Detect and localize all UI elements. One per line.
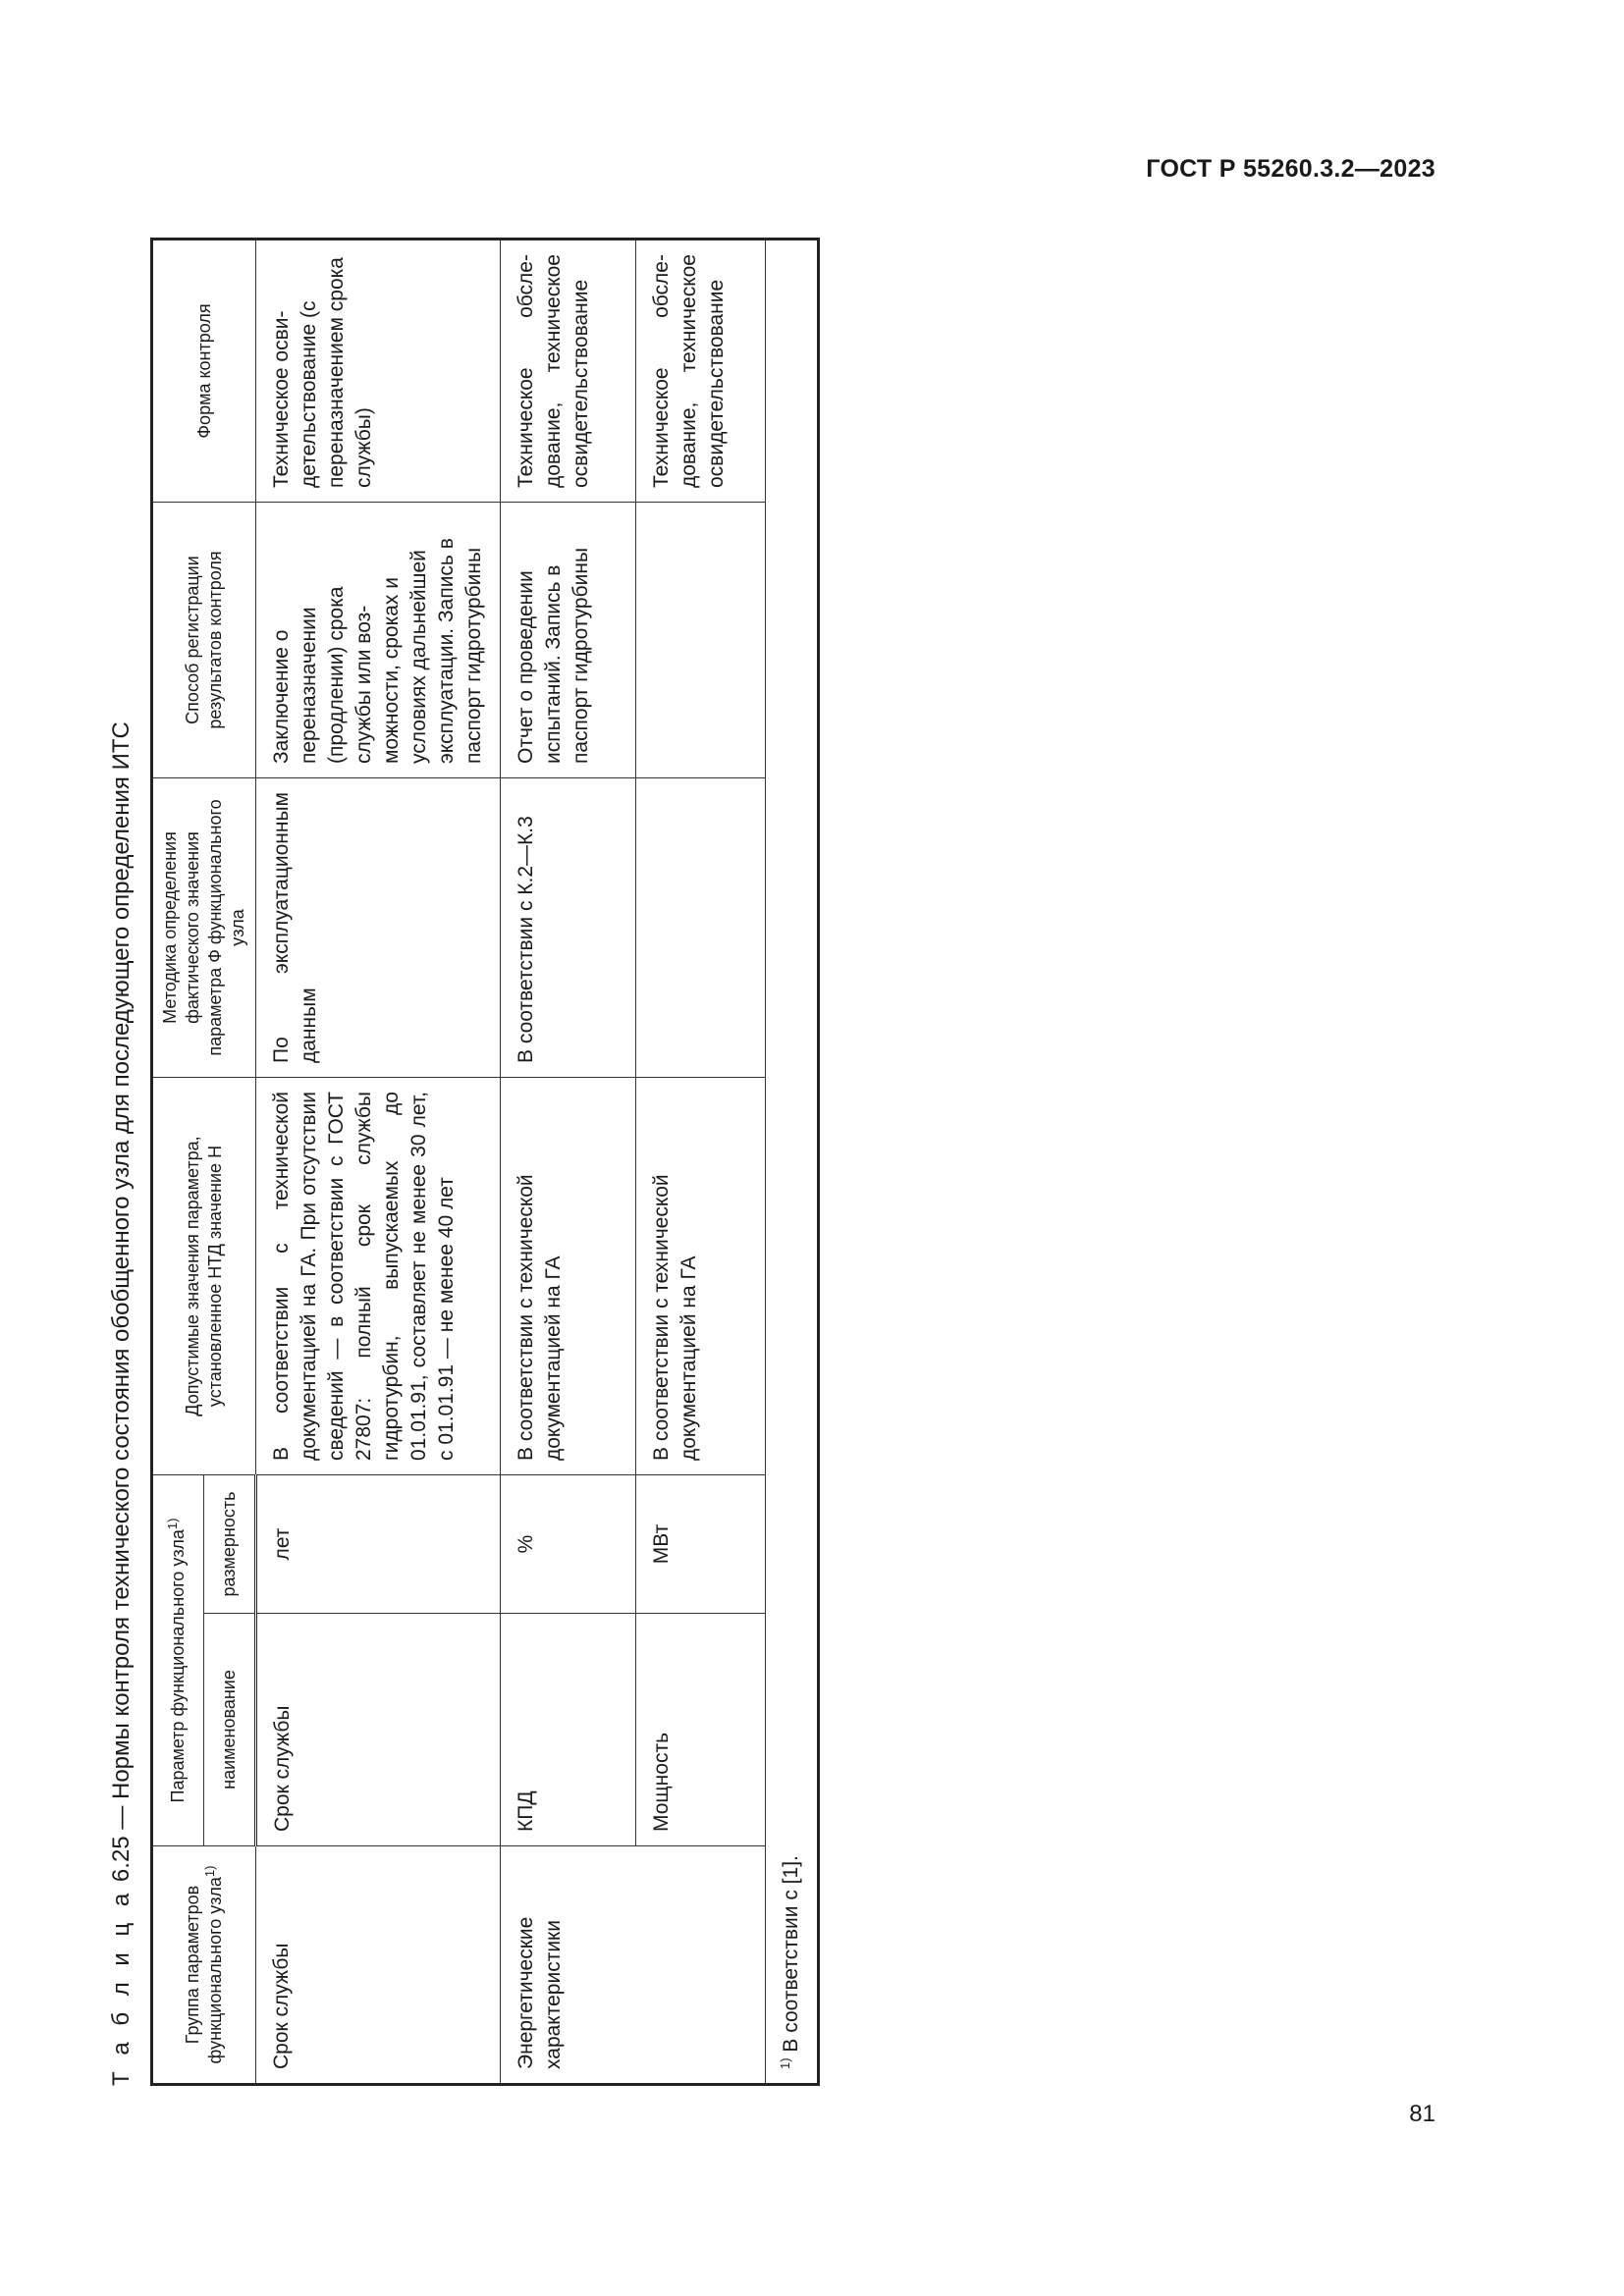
cell-unit: лет	[256, 1475, 501, 1614]
table-caption	[106, 240, 137, 2086]
cell-unit: МВт	[636, 1475, 766, 1614]
header-form: Форма контроля	[152, 240, 256, 503]
standard-designation: ГОСТ Р 55260.3.2—2023	[1146, 155, 1435, 183]
cell-registration	[636, 503, 766, 778]
header-param: Параметр функционального узла$^{1)}$	[152, 1475, 204, 1846]
cell-registration: Отчет о проведении испытаний. Запись в паспорт гидротурбины	[501, 503, 636, 778]
cell-form: Техническое освидетельствование (с переназначением срока службы)	[256, 240, 501, 503]
cell-form: Техническое обследование, техническое освидетельствование	[636, 240, 766, 503]
cell-name: Срок службы	[256, 1614, 501, 1846]
table-row	[501, 240, 636, 2085]
cell-name: КПД	[501, 1614, 636, 1846]
header-allowed: Допустимые значения параметра, установленное НТД значение Н	[152, 1078, 256, 1475]
cell-group: Энергетические характеристики	[501, 1846, 766, 2085]
cell-method	[636, 778, 766, 1078]
page-number: 81	[1409, 2101, 1435, 2127]
footnote-text: В соответствии с [1].	[780, 1855, 802, 2053]
norms-table	[150, 238, 820, 2086]
cell-name: Мощность	[636, 1614, 766, 1846]
header-group: Группа параметров функционального узла$^{1)}$	[152, 1846, 256, 2085]
cell-allowed: В соответствии с технической документацией на ГА	[501, 1078, 636, 1475]
footnote-marker: 1)	[778, 2057, 792, 2069]
cell-unit: %	[501, 1475, 636, 1614]
header-row-1	[152, 240, 204, 2085]
caption-label: Т а б л и ц а	[108, 1888, 135, 2086]
caption-text: — Нормы контроля технического состояния обобщенного узла для последующего определения ИТС	[108, 721, 135, 1830]
header-unit: размерность	[204, 1475, 256, 1614]
cell-allowed: В соответствии с технической документацией на ГА. При отсутствии сведений — в соответствии с ГОСТ 27807: полный срок службы гидротурбин, выпускаемых до 01.01.91, составляет не менее 30 лет, с 01.01.91 — не менее 40 лет	[256, 1078, 501, 1475]
cell-allowed: В соответствии с технической документацией на ГА	[636, 1078, 766, 1475]
cell-registration: Заключение о переназначении (продлении) срока службы или возможности, сроках и условиях дальнейшей эксплуатации. Запись в паспорт гидротурбины	[256, 503, 501, 778]
header-registration: Способ регистрации результатов контроля	[152, 503, 256, 778]
header-name: наименование	[204, 1614, 256, 1846]
header-method: Методика определения фактического значения параметра Ф функционального узла	[152, 778, 256, 1078]
cell-method: В соответствии с К.2—К.3	[501, 778, 636, 1078]
table-row	[636, 240, 766, 2085]
cell-method: По эксплуатационным данным	[256, 778, 501, 1078]
cell-group: Срок службы	[256, 1846, 501, 2085]
rotated-table-block	[106, 240, 941, 2086]
footnote-row	[766, 240, 819, 2085]
table-footnote	[766, 240, 819, 2085]
table-row	[256, 240, 501, 2085]
cell-form: Техническое обследование, техническое освидетельствование	[501, 240, 636, 503]
caption-number: 6.25	[108, 1836, 135, 1883]
